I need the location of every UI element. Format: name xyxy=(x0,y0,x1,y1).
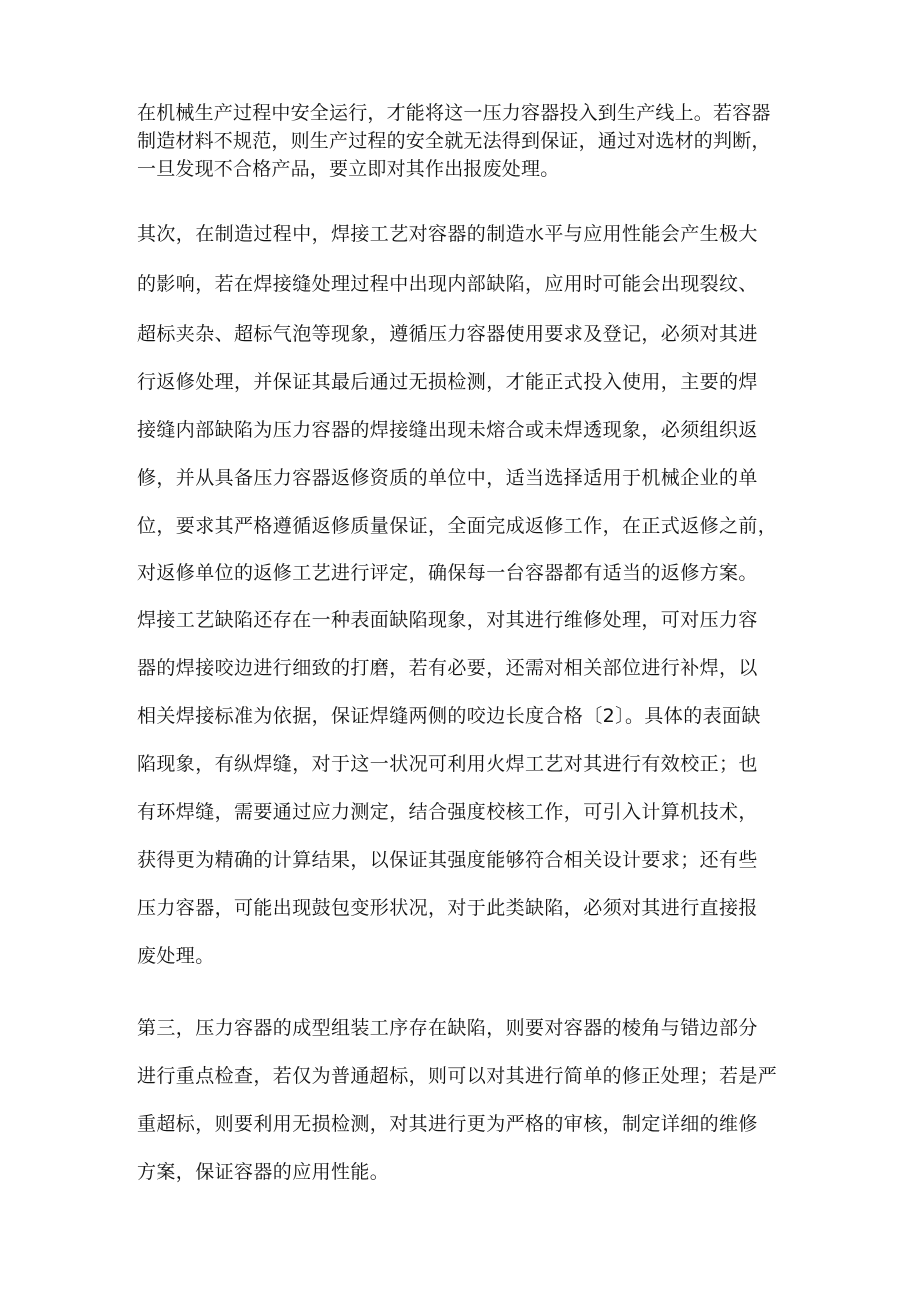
text-line: 位，要求其严格遵循返修质量保证，全面完成返修工作，在正式返修之前， xyxy=(137,515,778,537)
text-line: 陷现象，有纵焊缝，对于这一状况可利用火焊工艺对其进行有效校正；也 xyxy=(137,753,758,775)
text-line: 其次，在制造过程中，焊接工艺对容器的制造水平与应用性能会产生极大 xyxy=(137,223,758,245)
text-line: 进行重点检查，若仅为普通超标，则可以对其进行简单的修正处理；若是严 xyxy=(137,1065,778,1087)
text-line: 压力容器，可能出现鼓包变形状况，对于此类缺陷，必须对其进行直接报 xyxy=(137,897,758,919)
text-line: 制造材料不规范，则生产过程的安全就无法得到保证，通过对选材的判断， xyxy=(137,130,771,152)
text-line: 方案，保证容器的应用性能。 xyxy=(137,1161,390,1183)
text-line: 对返修单位的返修工艺进行评定，确保每一台容器都有适当的返修方案。 xyxy=(137,562,758,584)
text-line: 超标夹杂、超标气泡等现象，遵循压力容器使用要求及登记，必须对其进 xyxy=(137,323,758,345)
text-line: 行返修处理，并保证其最后通过无损检测，才能正式投入使用，主要的焊 xyxy=(137,371,758,393)
text-line: 获得更为精确的计算结果，以保证其强度能够符合相关设计要求；还有些 xyxy=(137,849,758,871)
text-line: 的影响，若在焊接缝处理过程中出现内部缺陷，应用时可能会出现裂纹、 xyxy=(137,273,758,295)
text-line: 器的焊接咬边进行细致的打磨，若有必要，还需对相关部位进行补焊，以 xyxy=(137,657,758,679)
text-line: 第三，压力容器的成型组装工序存在缺陷，则要对容器的棱角与错边部分 xyxy=(137,1017,758,1039)
text-line: 有环焊缝，需要通过应力测定，结合强度校核工作，可引入计算机技术， xyxy=(137,801,758,823)
text-line: 废处理。 xyxy=(137,945,215,967)
text-line: 重超标，则要利用无损检测，对其进行更为严格的审核，制定详细的维修 xyxy=(137,1113,758,1135)
text-line: 在机械生产过程中安全运行，才能将这一压力容器投入到生产线上。若容器 xyxy=(137,102,771,124)
text-line: 焊接工艺缺陷还存在一种表面缺陷现象，对其进行维修处理，可对压力容 xyxy=(137,609,758,631)
text-line: 接缝内部缺陷为压力容器的焊接缝出现未熔合或未焊透现象，必须组织返 xyxy=(137,419,758,441)
text-line: 修，并从具备压力容器返修资质的单位中，适当选择适用于机械企业的单 xyxy=(137,467,758,489)
text-line: 一旦发现不合格产品，要立即对其作出报废处理。 xyxy=(137,158,560,180)
text-line: 相关焊接标准为依据，保证焊缝两侧的咬边长度合格〔2〕。具体的表面缺 xyxy=(137,705,761,727)
